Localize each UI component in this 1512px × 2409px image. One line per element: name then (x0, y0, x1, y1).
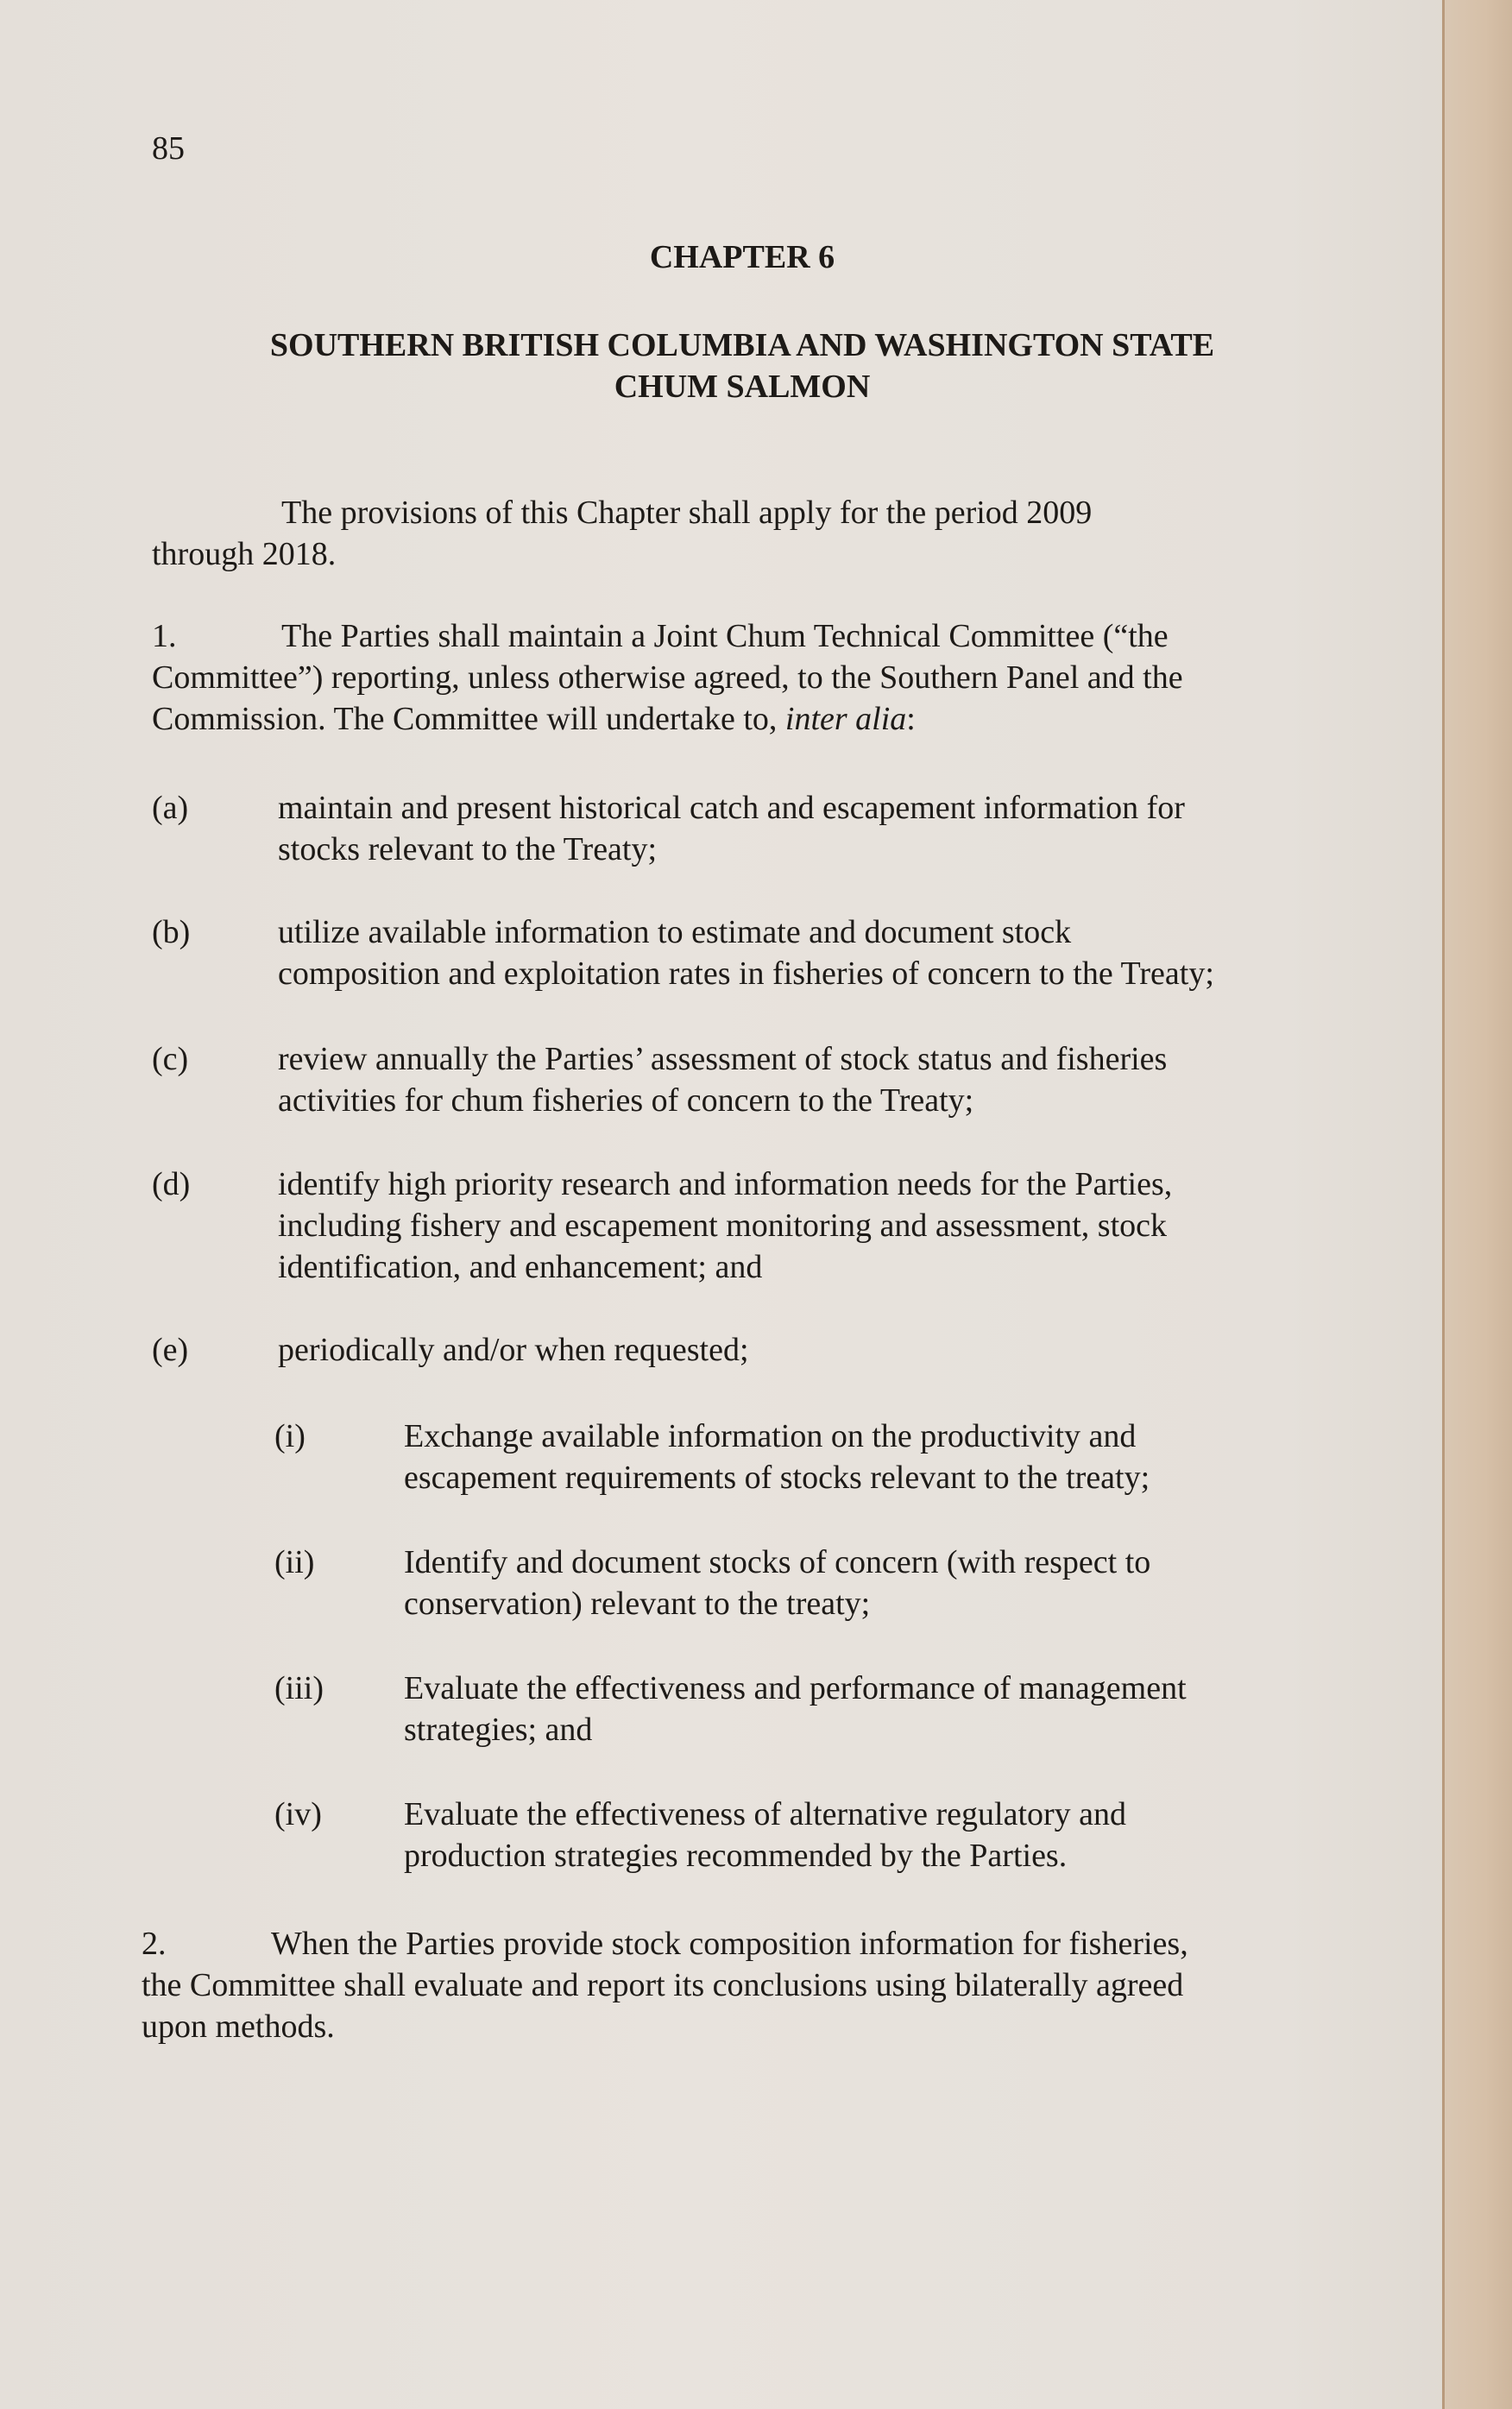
list-item-text (278, 1038, 1339, 1121)
sub-item-line: conservation) relevant to the treaty; (404, 1586, 871, 1622)
chapter-title-line-2: CHUM SALMON (614, 369, 871, 405)
list-item-line: stocks relevant to the Treaty; (278, 831, 658, 867)
list-item-text (278, 1164, 1339, 1288)
sub-item-line: Identify and document stocks of concern (with respect to (404, 1544, 1151, 1580)
sub-item-label: (ii) (274, 1544, 315, 1580)
list-item-line: periodically and/or when requested; (278, 1332, 749, 1368)
sub-item-line: escapement requirements of stocks relevant to the treaty; (404, 1460, 1150, 1496)
sub-item-line: production strategies recommended by the Parties. (404, 1838, 1068, 1874)
paragraph-2 (142, 1923, 1324, 2047)
list-item-line: maintain and present historical catch and escapement information for (278, 790, 1185, 826)
sub-item-line: Exchange available information on the productivity and (404, 1418, 1137, 1454)
sub-item-label: (i) (274, 1418, 306, 1454)
paragraph-1-line-2: Committee”) reporting, unless otherwise agreed, to the Southern Panel and the (152, 659, 1183, 696)
list-item-line: including fishery and escapement monitoring and assessment, stock (278, 1208, 1167, 1244)
list-item-line: identify high priority research and information needs for the Parties, (278, 1166, 1173, 1202)
paragraph-1-line-1: The Parties shall maintain a Joint Chum Technical Committee (“the (281, 618, 1169, 654)
chapter-title-line-1: SOUTHERN BRITISH COLUMBIA AND WASHINGTON STATE (269, 327, 1215, 363)
paragraph-1-line-3-suffix: : (906, 701, 916, 737)
paragraph-2-line-3: upon methods. (142, 2009, 335, 2045)
paragraph-2-line-2: the Committee shall evaluate and report its conclusions using bilaterally agreed (142, 1967, 1184, 2003)
intro-line-2: through 2018. (152, 536, 337, 572)
list-item-line: identification, and enhancement; and (278, 1249, 763, 1285)
page-number: 85 (152, 130, 185, 167)
chapter-title (173, 325, 1312, 407)
list-item-label: (d) (152, 1166, 191, 1202)
sub-item-line: strategies; and (404, 1712, 593, 1748)
chapter-heading: CHAPTER 6 (649, 239, 835, 275)
list-item-text (278, 911, 1339, 994)
paragraph-2-line-1: When the Parties provide stock composition information for fisheries, (271, 1926, 1188, 1962)
list-item-line: review annually the Parties’ assessment of stock status and fisheries (278, 1041, 1168, 1077)
sub-item-line: Evaluate the effectiveness of alternative regulatory and (404, 1796, 1127, 1832)
sub-item-label: (iv) (274, 1796, 322, 1832)
list-item-line: utilize available information to estimate and document stock (278, 914, 1072, 950)
sub-item-text (404, 1668, 1284, 1750)
sub-item-line: Evaluate the effectiveness and performance of management (404, 1670, 1187, 1706)
list-item-text (278, 1329, 1339, 1371)
list-item-line: activities for chum fisheries of concern to the Treaty; (278, 1082, 974, 1119)
sub-item-text (404, 1416, 1284, 1498)
paragraph-2-number: 2. (142, 1926, 167, 1962)
sub-item-text (404, 1794, 1284, 1876)
paragraph-1 (152, 615, 1300, 740)
list-item-label: (a) (152, 790, 189, 826)
sub-item-label: (iii) (274, 1670, 324, 1706)
intro-paragraph (152, 492, 1205, 575)
paragraph-1-line-3-prefix: Commission. The Committee will undertake to, (152, 701, 785, 737)
list-item-text (278, 787, 1339, 870)
list-item-line: composition and exploitation rates in fisheries of concern to the Treaty; (278, 955, 1214, 992)
list-item-label: (b) (152, 914, 191, 950)
list-item-label: (e) (152, 1332, 189, 1368)
sub-item-text (404, 1542, 1284, 1624)
intro-line-1: The provisions of this Chapter shall apply for the period 2009 (281, 495, 1093, 531)
book-spine-edge (1442, 0, 1512, 2409)
paragraph-1-line-3-italic: inter alia (784, 701, 907, 737)
list-item-label: (c) (152, 1041, 189, 1077)
paragraph-1-number: 1. (152, 618, 177, 654)
